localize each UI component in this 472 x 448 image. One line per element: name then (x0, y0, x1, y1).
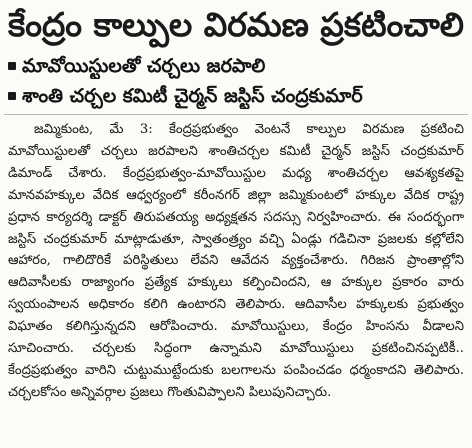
subheading-1-text: మావోయిస్టులతో చర్చలు జరపాలి (22, 55, 266, 77)
subheading-2-text: శాంతి చర్చల కమిటీ చైర్మన్ జస్టిస్ చంద్రకుమార్ (22, 85, 363, 107)
article-body: జమ్మికుంట, మే 3: కేంద్రప్రభుత్వం వెంటనే కాల్పుల విరమణ ప్రకటించి మావోయిస్టులతో చర్చలు జరపాలని శాంతిచర్చల కమిటీ చైర్మన్ జస్టిస్ చంద్రకుమార్ డిమాండ్ చేశారు. కేంద్రప్రభుత్వం-మావోయిస్టుల మధ్య శాంతిచర్చల ఆవశ్యకతపై మానవహక్కుల వేదిక ఆధ్వర్యంలో కరీంనగర్ జిల్లా జమ్మికుంటలో హక్కుల వేదిక రాష్ట్ర ప్రధాన కార్యదర్శి డాక్టర్ తిరుపతయ్య అధ్యక్షతన సదస్సు నిర్వహించారు. ఈ సందర్భంగా జస్టిస్ చంద్రకుమార్ మాట్లాడుతూ, స్వాతంత్ర్యం వచ్చి ఏండ్లు గడిచినా ప్రజలకు కల్లోలేని ఆహారం, గాలిదొరికే పరిస్థితులు లేవని ఆవేదన వ్యక్తంచేశారు. గిరిజన ప్రాంతాల్లోని ఆదివాసీలకు రాజ్యాంగం ప్రత్యేక హక్కులు కల్పించిందని, ఆ హక్కుల ప్రకారం వారు స్వయంపాలన అధికారం కలిగి ఉంటారని తెలిపారు. ఆదివాసీల హక్కులకు ప్రభుత్వం విఘాతం కలిగిస్తున్నదని ఆరోపించారు. మావోయిస్టులు, కేంద్రం హింసను వీడాలని సూచించారు. చర్చలకు సిద్ధంగా ఉన్నామని మావోయిస్టులు ప్రకటించినప్పటికీ.. కేంద్రప్రభుత్వం వారిని చుట్టుముట్టేందుకు బలగాలను పంపించడం ధర్మంకాదని తెలిపారు. చర్చలకోసం అన్నివర్గాల ప్రజలు గొంతువిప్పాలని పిలుపునిచ్చారు. (8, 122, 464, 400)
divider (4, 114, 468, 115)
subheading-1 (4, 52, 468, 80)
subheading-2 (4, 82, 468, 110)
square-bullet-icon (8, 92, 16, 100)
square-bullet-icon (8, 62, 16, 70)
article-headline: కేంద్రం కాల్పుల విరమణ ప్రకటించాలి (8, 5, 464, 44)
